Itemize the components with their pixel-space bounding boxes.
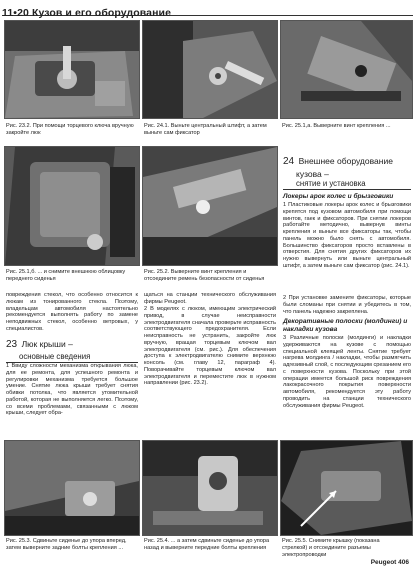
section-24-number: 24: [283, 156, 295, 167]
photo-fig-23-2: [4, 20, 140, 119]
page-header-title: 11•20 Кузов и его оборудование: [2, 7, 172, 19]
section-24-para2: 2 При установке замените фиксаторы, которые были сломаны при снятии и убедитесь в том, что панель надежно закреплена.: [283, 295, 411, 315]
photo-fig-25-1b: [4, 146, 140, 266]
photo-fig-25-2: [142, 146, 278, 266]
section-24-para3: 3 Различные полоски (молдинги) и накладки удерживаются на кузове с помощью специальной клеящей ленты. Снятие требует нагрева молдинга / накладки, чтобы размягчить адгезивный слой, с последующим срезанием его с поверхности кузова. Поскольку при этой операции имеется большой риск повреждения лакокрасочного покрытия поверхности автомобиля, рекомендуется эту работу проводить на станции технического обслуживания фирмы Peugeot.: [283, 335, 411, 409]
photo-fig-25-3: [4, 440, 140, 536]
caption-fig-25-3: Рис. 25.3. Сдвиньте сиденье до упора вперед, затем выверните задние болты крепления ...: [6, 538, 127, 551]
section-23-number: 23: [6, 339, 18, 350]
column1-text: повреждения стекол, что особенно относится к люкам из тонированного стекла. Поэтому, владельцам автомобиля настоятельно рекомендуется выполнять работу по замене неподвижных стекол, особенно ветровых, у специалистов.: [6, 292, 138, 332]
photo-fig-24-1: [142, 20, 278, 119]
caption-fig-23-2: Рис. 23.2. При помощи торцевого ключа вручную закройте люк: [6, 123, 134, 136]
page-number: Peugeot 406: [370, 559, 409, 566]
column2-para2: 2 В моделях с люком, имеющим электрический привод, в случае неисправности электродвигателя сначала проверьте исправность соответствующего предохранителя. Если неисправность не устранить, закройте люк вручную, вращая торцевым ключом вал электродвигателя (см. рис.). Для обеспечения доступа к электродвигателю снимите верхнюю консоль (см. главу 12, параграф 4). Поворачивайте торцевым ключом вал электродвигателя и переместите люк в нужном направлении (рис. 23.2).: [144, 306, 276, 387]
caption-fig-25-1a: Рис. 25.1,а. Выверните винт крепления ...: [282, 123, 391, 129]
section-24-title: Внешнее оборудование: [298, 156, 393, 166]
caption-fig-25-5: Рис. 25.5. Снимите крышку (показана стрелкой) и отсоедините разъемы электропроводки: [282, 538, 380, 558]
section-23-heading: [6, 334, 138, 363]
section-24-subtitle: снятие и установка: [296, 179, 366, 188]
caption-fig-25-1b: Рис. 25.1,б. ... и снимите внешнюю облицовку переднего сиденья: [6, 269, 126, 282]
page-header: [2, 3, 413, 19]
photo-fig-25-4: [142, 440, 278, 536]
section-24-para1: 1 Пластиковые локеры арок колес и брызговики крепятся под кузовом автомобиля при помощи винтов, гаек и фиксаторов. При снятии локеров работайте методично, вывернув винты крепления и выньте все фиксаторы так, чтобы панель можно было снять с автомобиля. Большинство фиксаторов просто вставлены в отверстия. Для снятия других фиксаторов их нужно вывернуть или выньте центральный штифт, а затем выньте сам фиксатор (рис. 24.1).: [283, 202, 411, 269]
photo-fig-25-1a: [280, 20, 413, 119]
column2-para0: щаться на станции технического обслуживания фирмы Peugeot.: [144, 292, 276, 305]
caption-fig-25-2: Рис. 25.2. Выверните винт крепления и отсоедините ремень безопасности от сиденья: [144, 269, 265, 282]
subheading-wheel-arch: Локеры арок колес и брызговики: [283, 193, 394, 200]
caption-fig-24-1: Рис. 24.1. Выньте центральный штифт, а затем выньте сам фиксатор: [144, 123, 267, 136]
section-24-heading: [283, 151, 411, 190]
section-23-subtitle: основные сведения: [19, 352, 91, 361]
subheading-moldings: Декоративные полоски (молдинги) и накладки кузова: [283, 318, 408, 333]
caption-fig-25-4: Рис. 25.4. ... а затем сдвиньте сиденье до упора назад и выверните передние болты крепления: [144, 538, 270, 551]
section-24-title2: кузова –: [296, 169, 329, 179]
section-23-para1: 1 Ввиду сложности механизма открывания люка, для ее ремонта, для успешного ремонта и регулировки механизма требуется большое умение. Снятие люка крыши требует снятия обивки потолка, что является утомительной работой, которая не выполняется легко. Поэтому, со всеми проблемами, связанными с люком крыши, следует обра-: [6, 363, 138, 417]
section-23-title: Люк крыши –: [21, 339, 73, 349]
photo-fig-25-5: [280, 440, 413, 536]
